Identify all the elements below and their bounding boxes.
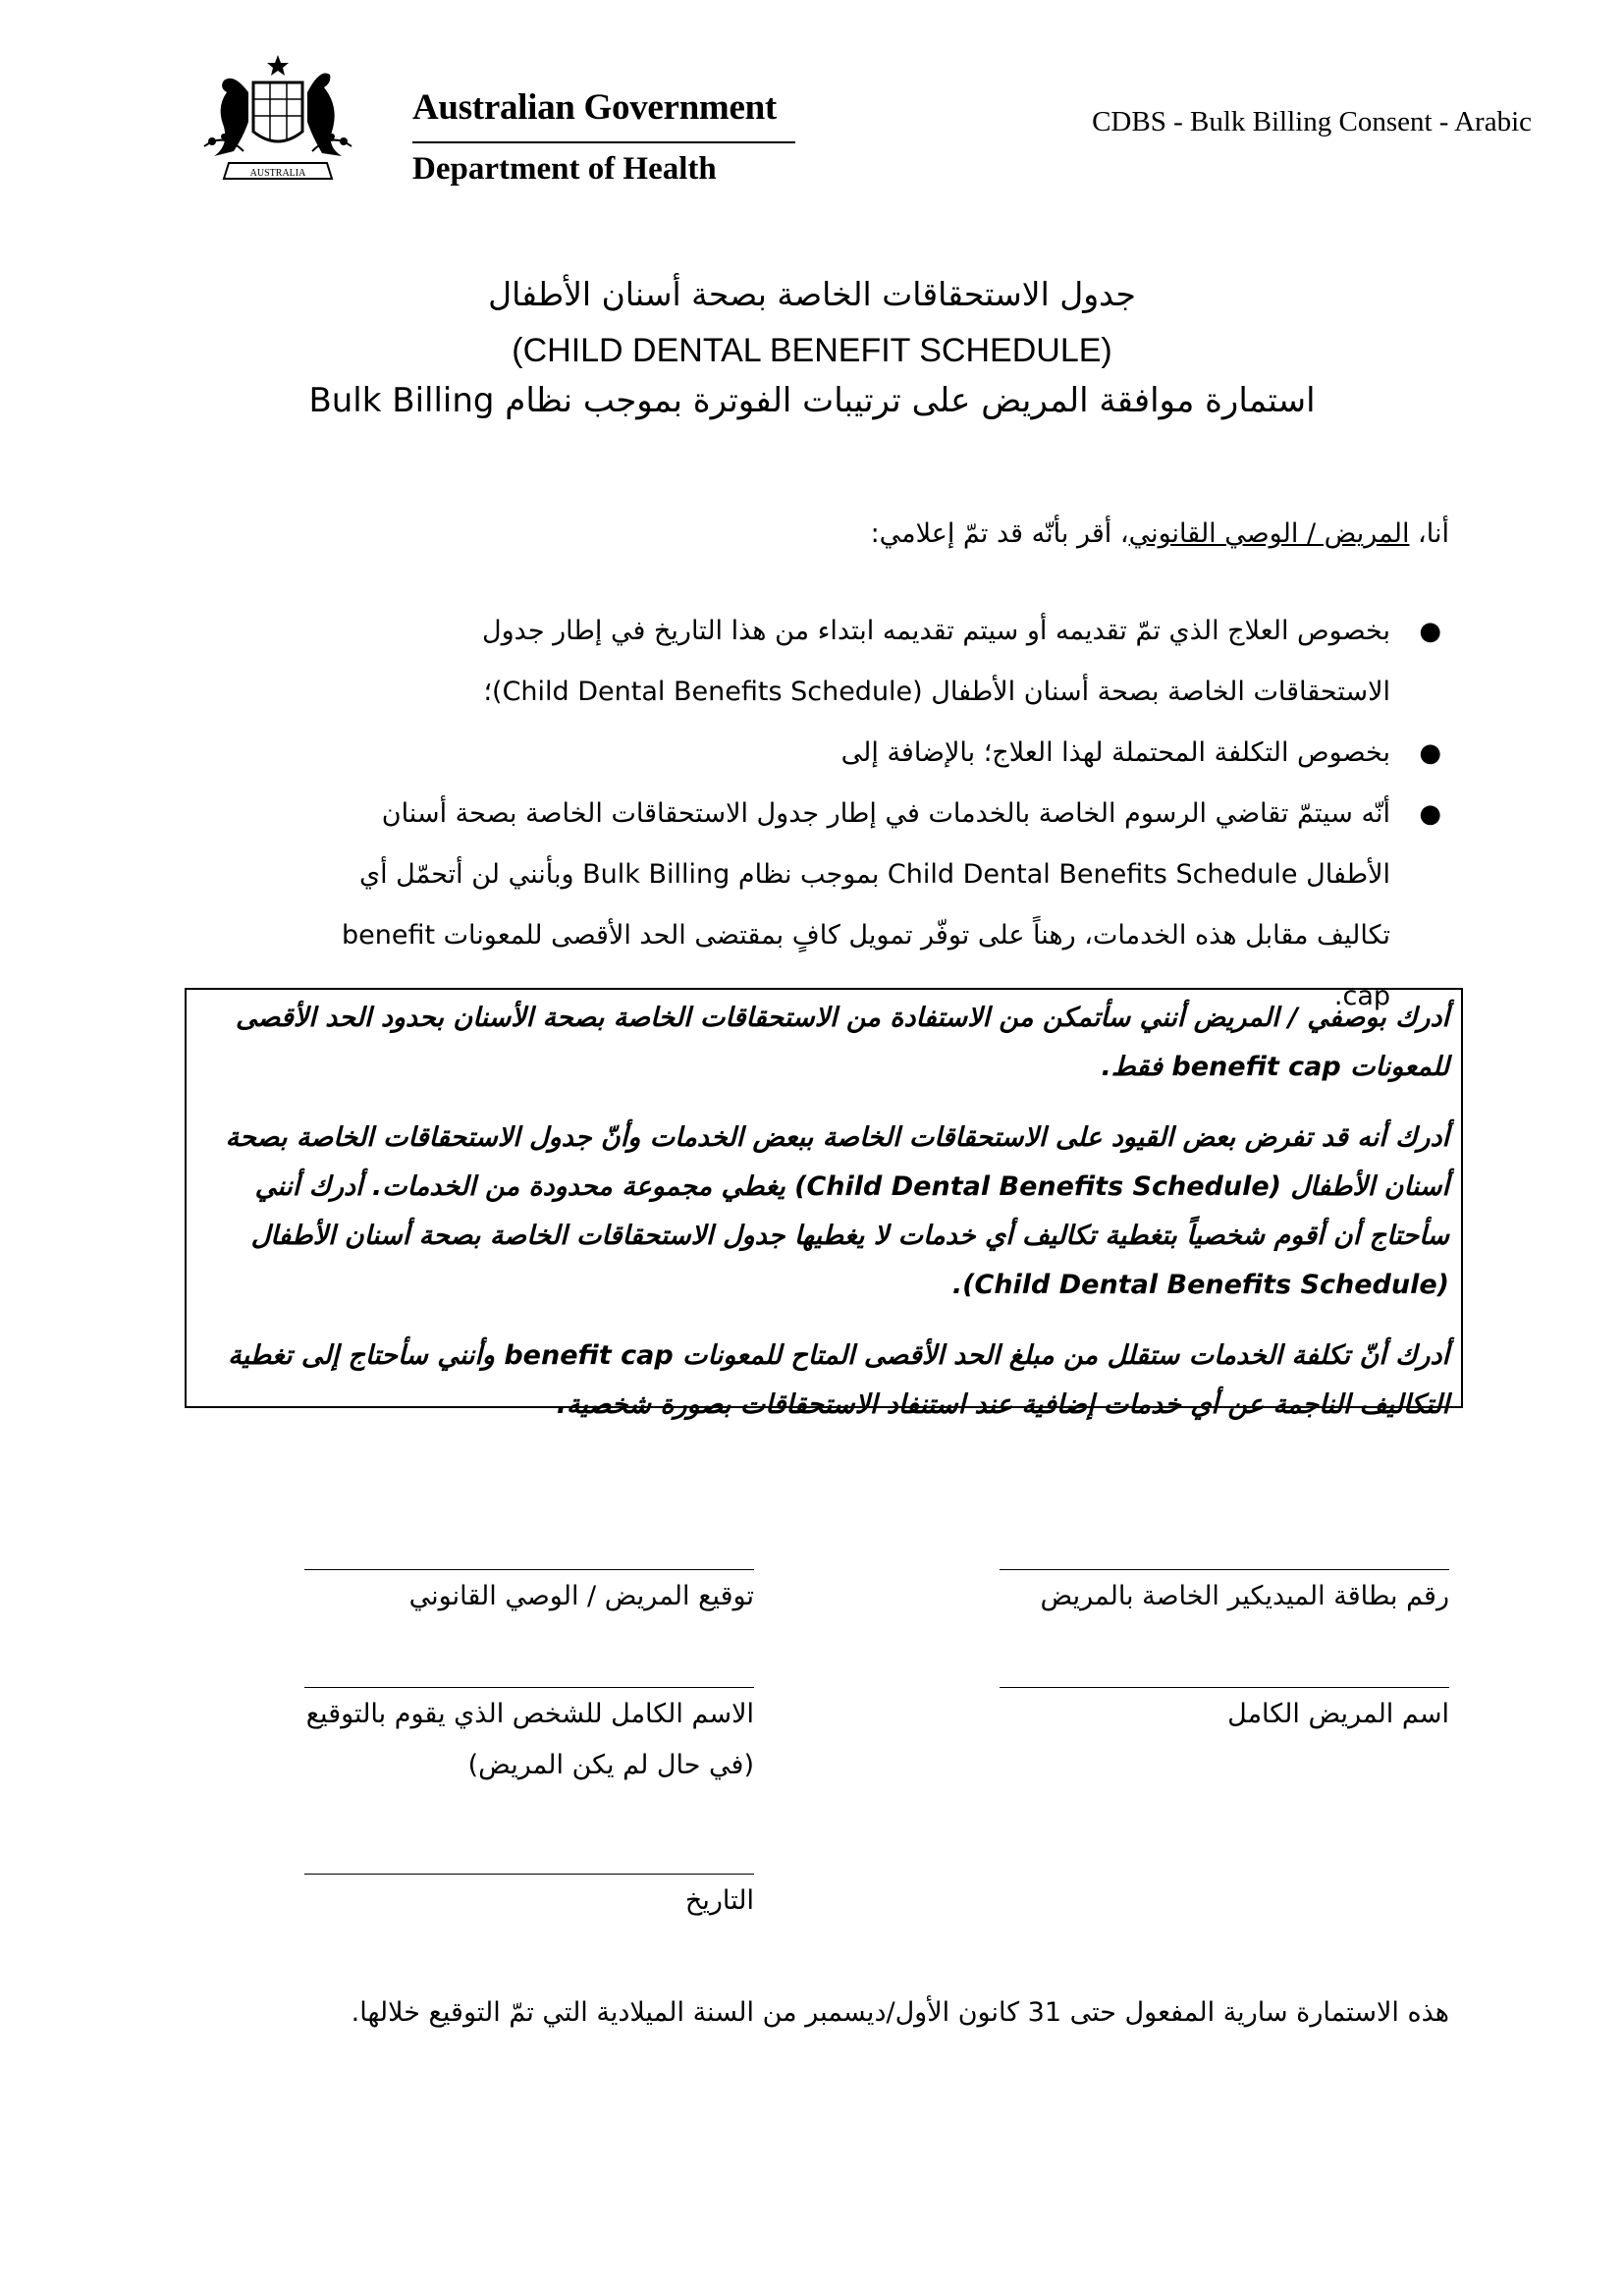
bullet-icon: ● — [1419, 738, 1441, 768]
crest-label: AUSTRALIA — [249, 168, 306, 179]
subtitle-consent-form: استمارة موافقة المريض على ترتيبات الفوترة بموجب نظام Bulk Billing — [308, 381, 1316, 420]
title-english: (CHILD DENTAL BENEFIT SCHEDULE) — [512, 332, 1112, 369]
patient-signature-label: توقيع المريض / الوصي القانوني — [408, 1581, 754, 1611]
bullet-icon: ● — [1419, 799, 1441, 829]
signer-full-name-label: الاسم الكامل للشخص الذي يقوم بالتوقيع — [305, 1699, 754, 1729]
title-arabic: جدول الاستحقاقات الخاصة بصحة أسنان الأطفال — [488, 275, 1136, 313]
acknowledgement-list — [340, 601, 1449, 1027]
signer-note: (في حال لم يكن المريض) — [467, 1750, 754, 1780]
intro-underlined: المريض / الوصي القانوني — [1128, 518, 1410, 549]
intro-suffix: ، أقر بأنّه قد تمّ إعلامي: — [870, 518, 1129, 549]
department-name: Department of Health — [412, 151, 717, 187]
notice-paragraph: أدرك أنّ تكلفة الخدمات ستقلل من مبلغ الحد الأقصى المتاح للمعونات benefit cap وأنني سأحتاج إلى تغطية التكاليف الناجمة عن أي خدمات إضافية عند استنفاد الاستحقاقات بصورة شخصية. — [228, 1340, 1449, 1420]
bullet-icon: ● — [1419, 617, 1441, 646]
list-item: ● أنّه سيتمّ تقاضي الرسوم الخاصة بالخدمات في إطار جدول الاستحقاقات الخاصة بصحة أسنان الأطفال Child Dental Benefits Schedule بموجب نظام Bulk Billing وبأنني لن أتحمّل أي تكاليف مقابل هذه الخدمات، رهناً على توفّر تمويل كافٍ بمقتضى الحد الأقصى للمعونات benefit cap. — [340, 784, 1449, 1027]
patient-full-name-line[interactable] — [1000, 1687, 1449, 1688]
patient-signature-line[interactable] — [304, 1569, 754, 1570]
list-item: ● بخصوص العلاج الذي تمّ تقديمه أو سيتم تقديمه ابتداء من هذا التاريخ في إطار جدول الاستحقاقات الخاصة بصحة أسنان الأطفال (Child Dental Benefits Schedule)؛ — [340, 601, 1449, 723]
medicare-number-line[interactable] — [1000, 1569, 1449, 1570]
form-code: CDBS - Bulk Billing Consent - Arabic — [1092, 106, 1532, 137]
government-title: Australian Government — [412, 87, 777, 128]
patient-full-name-label: اسم المريض الكامل — [1227, 1699, 1449, 1729]
header-divider — [412, 141, 795, 143]
list-item: ● بخصوص التكلفة المحتملة لهذا العلاج؛ بالإضافة إلى — [340, 723, 1449, 784]
validity-statement: هذه الاستمارة سارية المفعول حتى 31 كانون الأول/ديسمبر من السنة الميلادية التي تمّ التوقيع خلالها. — [351, 1997, 1449, 2028]
date-line[interactable] — [304, 1874, 754, 1875]
notice-box — [185, 988, 1463, 1420]
notice-paragraph: أدرك بوصفي / المريض أنني سأتمكن من الاستفادة من الاستحقاقات الخاصة بصحة الأسنان بحدود الحد الأقصى للمعونات benefit cap فقط. — [235, 1003, 1449, 1082]
medicare-number-label: رقم بطاقة الميديكير الخاصة بالمريض — [1040, 1581, 1449, 1611]
coat-of-arms-icon — [194, 53, 361, 190]
notice-paragraph: أدرك أنه قد تفرض بعض القيود على الاستحقاقات الخاصة ببعض الخدمات وأنّ جدول الاستحقاقات الخاصة بصحة أسنان الأطفال (Child Dental Benefits Schedule) يغطي مجموعة محدودة من الخدمات. أدرك أنني سأحتاج أن أقوم شخصياً بتغطية تكاليف أي خدمات لا يغطيها جدول الاستحقاقات الخاصة بصحة أسنان الأطفال (Child Dental Benefits Schedule). — [225, 1122, 1449, 1300]
intro-statement — [871, 518, 1449, 549]
signer-full-name-line[interactable] — [304, 1687, 754, 1688]
date-label: التاريخ — [684, 1885, 754, 1916]
intro-prefix: أنا، — [1409, 518, 1449, 549]
